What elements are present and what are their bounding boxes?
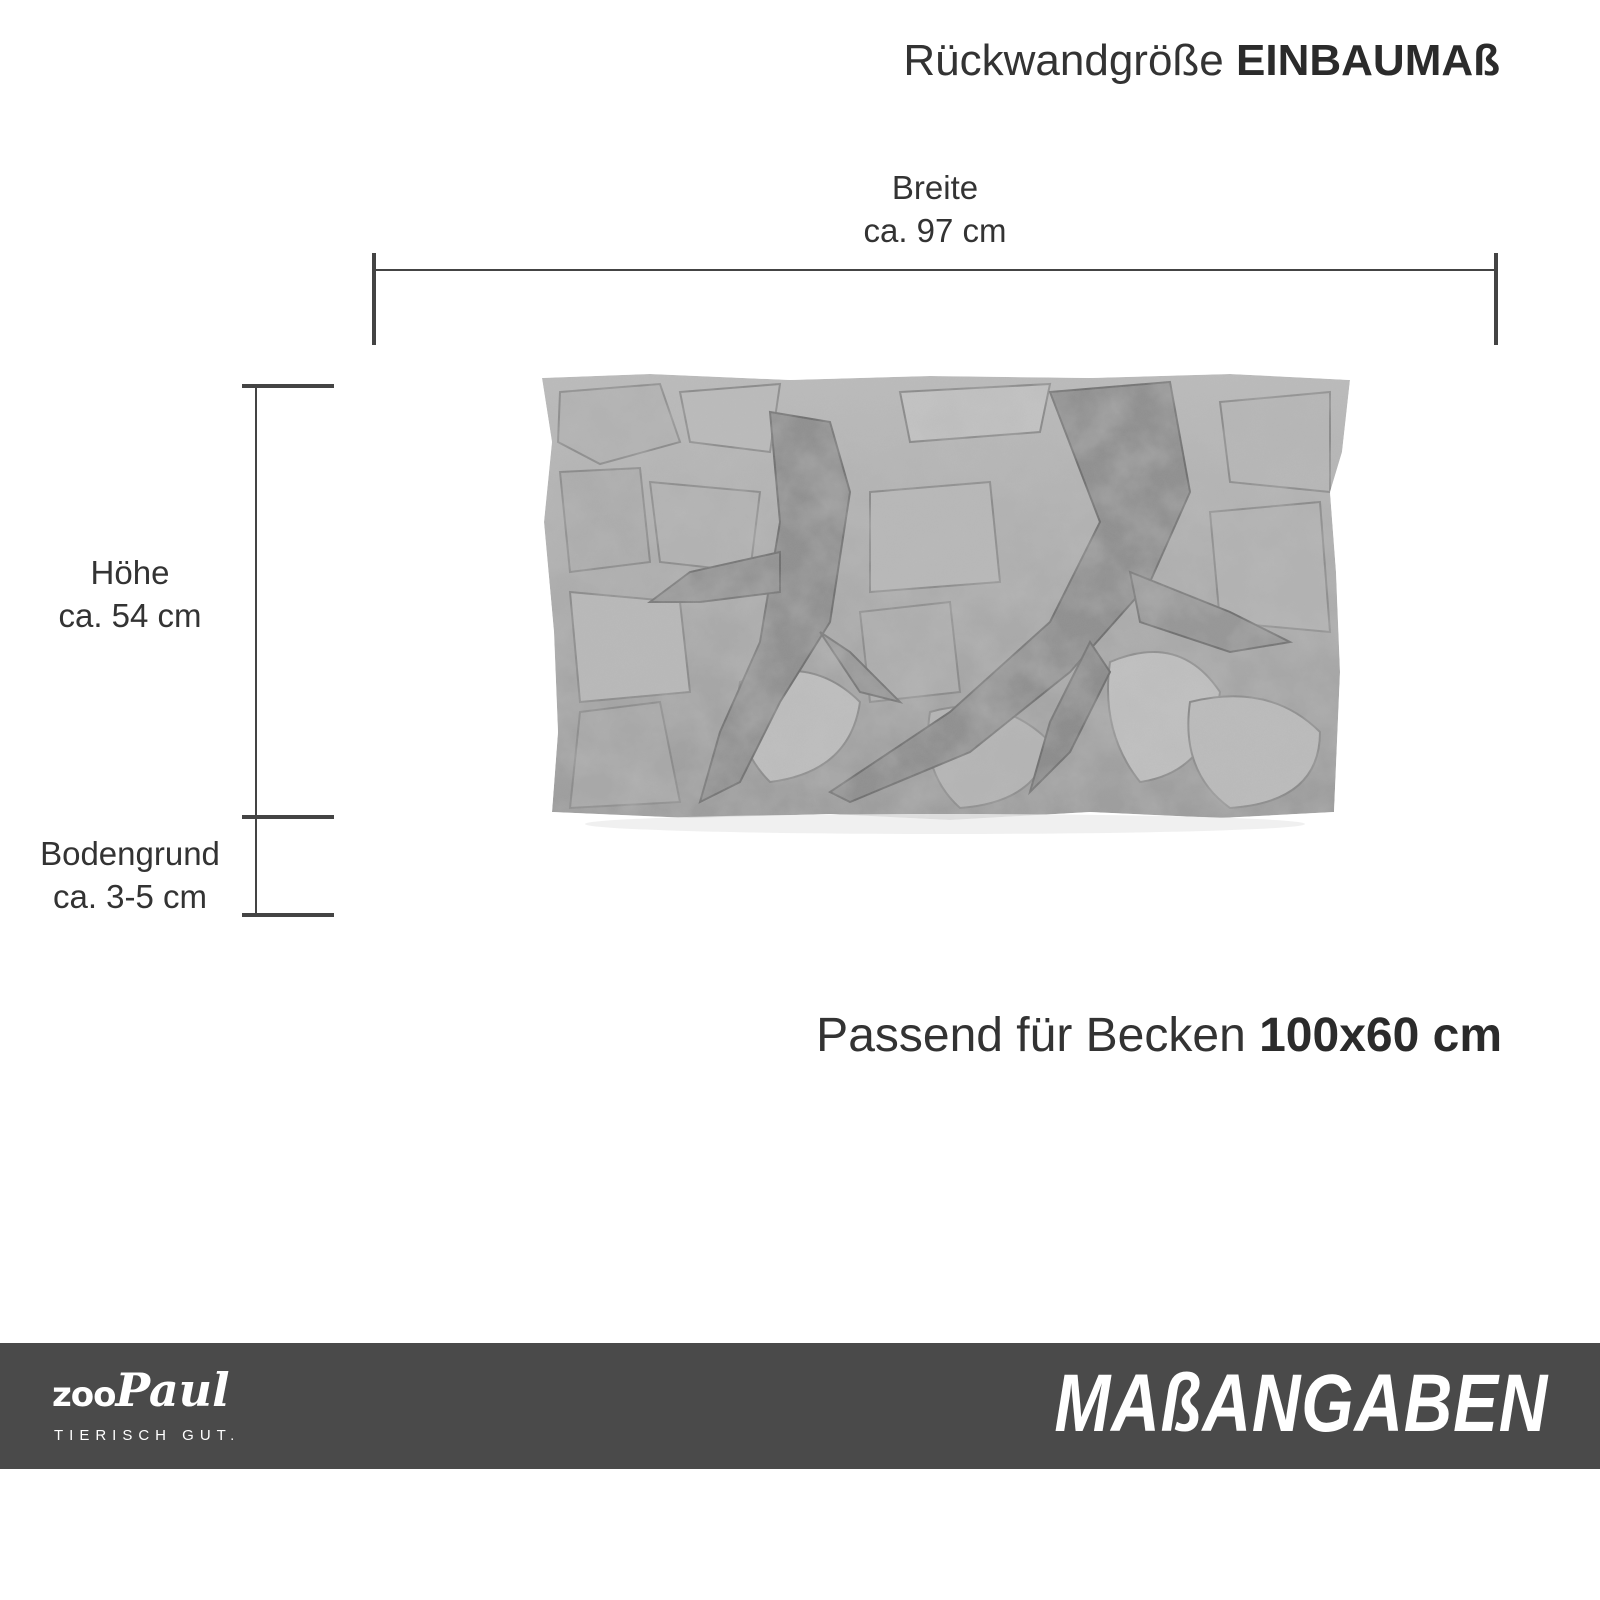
width-dimension-cap-right (1494, 253, 1498, 345)
rock-panel-image (530, 372, 1360, 842)
substrate-dimension-cap-bottom (242, 913, 334, 917)
fits-tank-size: 100x60 cm (1259, 1009, 1502, 1062)
height-dimension-label (30, 551, 230, 637)
width-dimension-label (835, 166, 1035, 252)
substrate-dimension-line (255, 817, 257, 915)
width-dimension-cap-left (372, 253, 376, 345)
page-title-bold: EINBAUMAß (1236, 36, 1500, 85)
footer-title: MAßANGABEN (1054, 1358, 1548, 1449)
substrate-dimension-label (20, 832, 240, 918)
zoopaul-logo (52, 1363, 230, 1417)
fits-tank-text (816, 1008, 1502, 1063)
height-dimension-line (255, 386, 257, 818)
width-value: ca. 97 cm (863, 212, 1007, 249)
logo-tagline: TIERISCH GUT. (54, 1427, 241, 1444)
substrate-label: Bodengrund (40, 835, 220, 872)
page-title (903, 36, 1500, 86)
logo-zoo-text: zoo (52, 1375, 116, 1415)
width-label: Breite (891, 169, 979, 206)
fits-tank-label: Passend für Becken (816, 1009, 1246, 1062)
logo-paul-text: Paul (115, 1363, 230, 1417)
substrate-value: ca. 3-5 cm (52, 878, 208, 915)
page-title-prefix: Rückwandgröße (903, 36, 1224, 85)
footer-bar (0, 1343, 1600, 1469)
height-value: ca. 54 cm (58, 597, 202, 634)
width-dimension-line (374, 269, 1496, 271)
height-label: Höhe (90, 554, 170, 591)
